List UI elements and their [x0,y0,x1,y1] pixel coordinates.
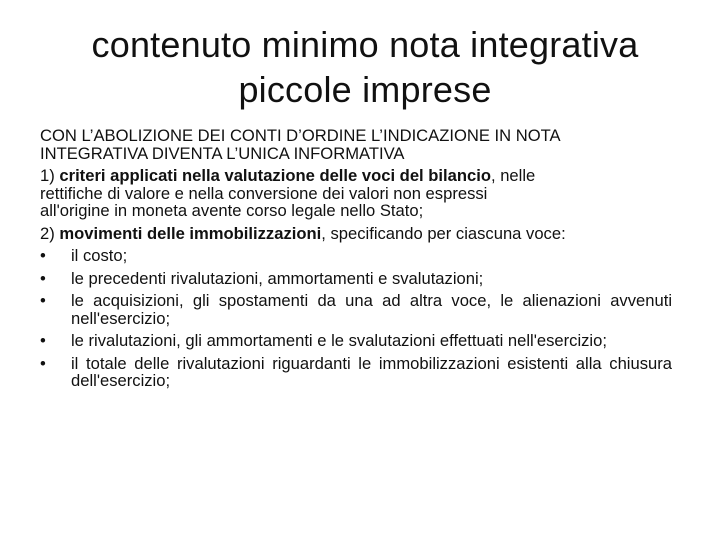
bullet-icon: • [40,331,46,350]
bullet-text: le precedenti rivalutazioni, ammortamenti e svalutazioni; [71,268,484,288]
item-1-line-1 [40,167,672,185]
bullet-text: le acquisizioni, gli spostamenti da una ad altra voce, le alienazioni avvenuti nell'esercizio; [71,291,672,328]
item-1-bold-text: criteri applicati nella valutazione delle voci del bilancio [59,166,491,185]
list-item [40,247,672,265]
bullet-text: il totale delle rivalutazioni riguardanti le immobilizzazioni esistenti alla chiusura dell'esercizio; [71,353,672,390]
bullet-icon: • [40,268,46,288]
item-2 [40,225,672,243]
intro-paragraph [40,127,672,162]
bullet-icon: • [40,291,46,310]
item-2-bold-text: movimenti delle immobilizzazioni [59,223,322,243]
item-1-number: 1) [40,166,55,185]
slide-title [40,22,690,112]
title-line-2: piccole imprese [238,69,492,110]
list-item [40,292,672,327]
item-1-line-2: rettifiche di valore e nella conversione dei valori non espressi [40,183,488,203]
item-2-number: 2) [40,223,55,243]
list-item [40,332,672,350]
list-item [40,270,672,288]
list-item [40,355,672,390]
bullet-icon: • [40,246,46,265]
item-2-rest: , specificando per ciascuna voce: [321,223,566,243]
intro-line-2: INTEGRATIVA DIVENTA L’UNICA INFORMATIVA [40,143,405,163]
bullet-text: il costo; [71,246,128,265]
item-1 [40,167,672,220]
intro-line-1: CON L’ABOLIZIONE DEI CONTI D’ORDINE L’INDICAZIONE IN NOTA [40,126,561,145]
item-1-line-3: all'origine in moneta avente corso legale nello Stato; [40,201,424,220]
bullet-list [40,247,672,390]
bullet-icon: • [40,353,46,373]
item-1-rest-1: , nelle [490,166,536,185]
slide-body [40,127,672,395]
title-line-1: contenuto minimo nota integrativa [91,24,639,65]
bullet-text: le rivalutazioni, gli ammortamenti e le svalutazioni effettuati nell'esercizio; [71,331,607,350]
